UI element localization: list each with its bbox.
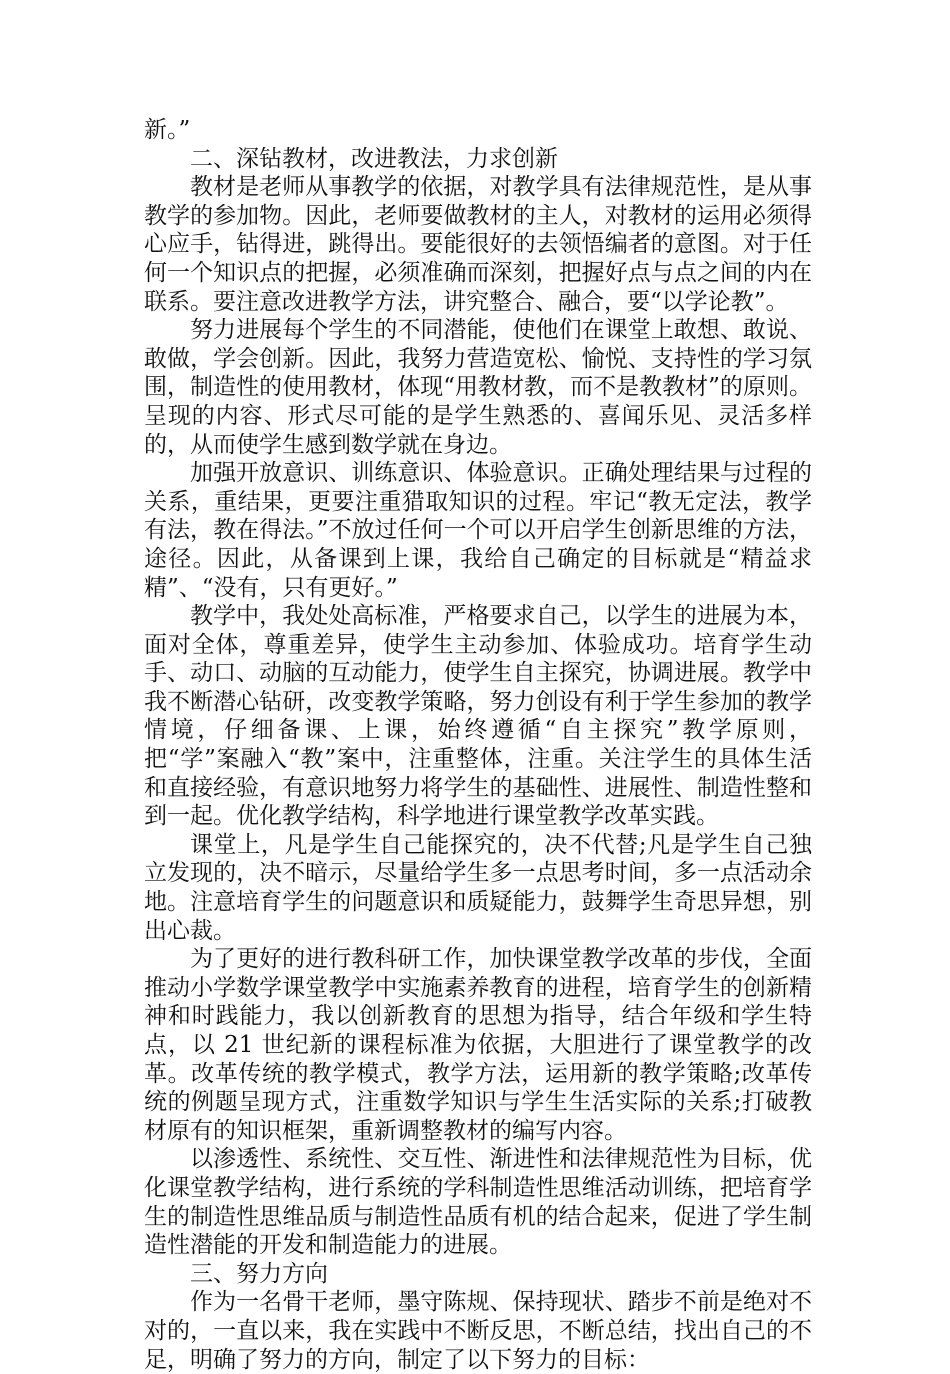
document-body bbox=[144, 116, 812, 1374]
section-heading-3: 三、努力方向 bbox=[190, 1260, 328, 1287]
section-heading-2: 二、深钻教材，改进教法，力求创新 bbox=[190, 145, 558, 172]
paragraph: 为了更好的进行教科研工作，加快课堂教学改革的步伐，全面推动小学数学课堂教学中实施素养教育的进程，培育学生的创新精神和时践能力，我以创新教育的思想为指导，结合年级和学生特点，以 21 世纪新的课程标准为依据，大胆进行了课堂教学的改革。改革传统的教学模式，教学方法，运用新的教学策略;改革传统的例题呈现方式，注重数学知识与学生生活实际的关系;打破教材原有的知识框架，重新调整教材的编写内容。 bbox=[144, 946, 812, 1144]
paragraph: 加强开放意识、训练意识、体验意识。正确处理结果与过程的关系，重结果，更要注重猎取知识的过程。牢记“教无定法，教学有法，教在得法。”不放过任何一个可以开启学生创新思维的方法，途径。因此，从备课到上课，我给自己确定的目标就是“精益求精”、“没有，只有更好。” bbox=[144, 460, 812, 601]
paragraph: 努力进展每个学生的不同潜能，使他们在课堂上敢想、敢说、敢做，学会创新。因此，我努力营造宽松、愉悦、支持性的学习氛围，制造性的使用教材，体现“用教材教，而不是教教材”的原则。呈现的内容、形式尽可能的是学生熟悉的、喜闻乐见、灵活多样的，从而使学生感到数学就在身边。 bbox=[144, 317, 812, 458]
paragraph: 作为一名骨干老师，墨守陈规、保持现状、踏步不前是绝对不对的，一直以来，我在实践中不断反思，不断总结，找出自己的不足，明确了努力的方向，制定了以下努力的目标： bbox=[144, 1289, 812, 1373]
paragraph: 以渗透性、系统性、交互性、渐进性和法律规范性为目标，优化课堂教学结构，进行系统的学科制造性思维活动训练，把培育学生的制造性思维品质与制造性品质有机的结合起来，促进了学生制造性潜能的开发和制造能力的进展。 bbox=[144, 1146, 812, 1259]
paragraph-continuation: 新。” bbox=[144, 117, 191, 143]
paragraph: 教学中，我处处高标准，严格要求自己，以学生的进展为本，面对全体，尊重差异，使学生主动参加、体验成功。培育学生动手、动口、动脑的互动能力，使学生自主探究，协调进展。教学中我不断潜心钻研，改变教学策略，努力创设有利于学生参加的教学情境，仔细备课、上课，始终遵循“自主探究”教学原则，把“学”案融入“教”案中，注重整体，注重。关注学生的具体生活和直接经验，有意识地努力将学生的基础性、进展性、制造性整和到一起。优化教学结构，科学地进行课堂教学改革实践。 bbox=[144, 603, 812, 830]
paragraph: 教材是老师从事教学的依据，对教学具有法律规范性，是从事教学的参加物。因此，老师要做教材的主人，对教材的运用必须得心应手，钻得进，跳得出。要能很好的去领悟编者的意图。对于任何一个知识点的把握，必须准确而深刻，把握好点与点之间的内在联系。要注意改进教学方法，讲究整合、融合，要“以学论教”。 bbox=[144, 174, 812, 315]
paragraph: 课堂上，凡是学生自己能探究的，决不代替;凡是学生自己独立发现的，决不暗示，尽量给学生多一点思考时间，多一点活动余地。注意培育学生的问题意识和质疑能力，鼓舞学生奇思异想，别出心裁。 bbox=[144, 831, 812, 944]
